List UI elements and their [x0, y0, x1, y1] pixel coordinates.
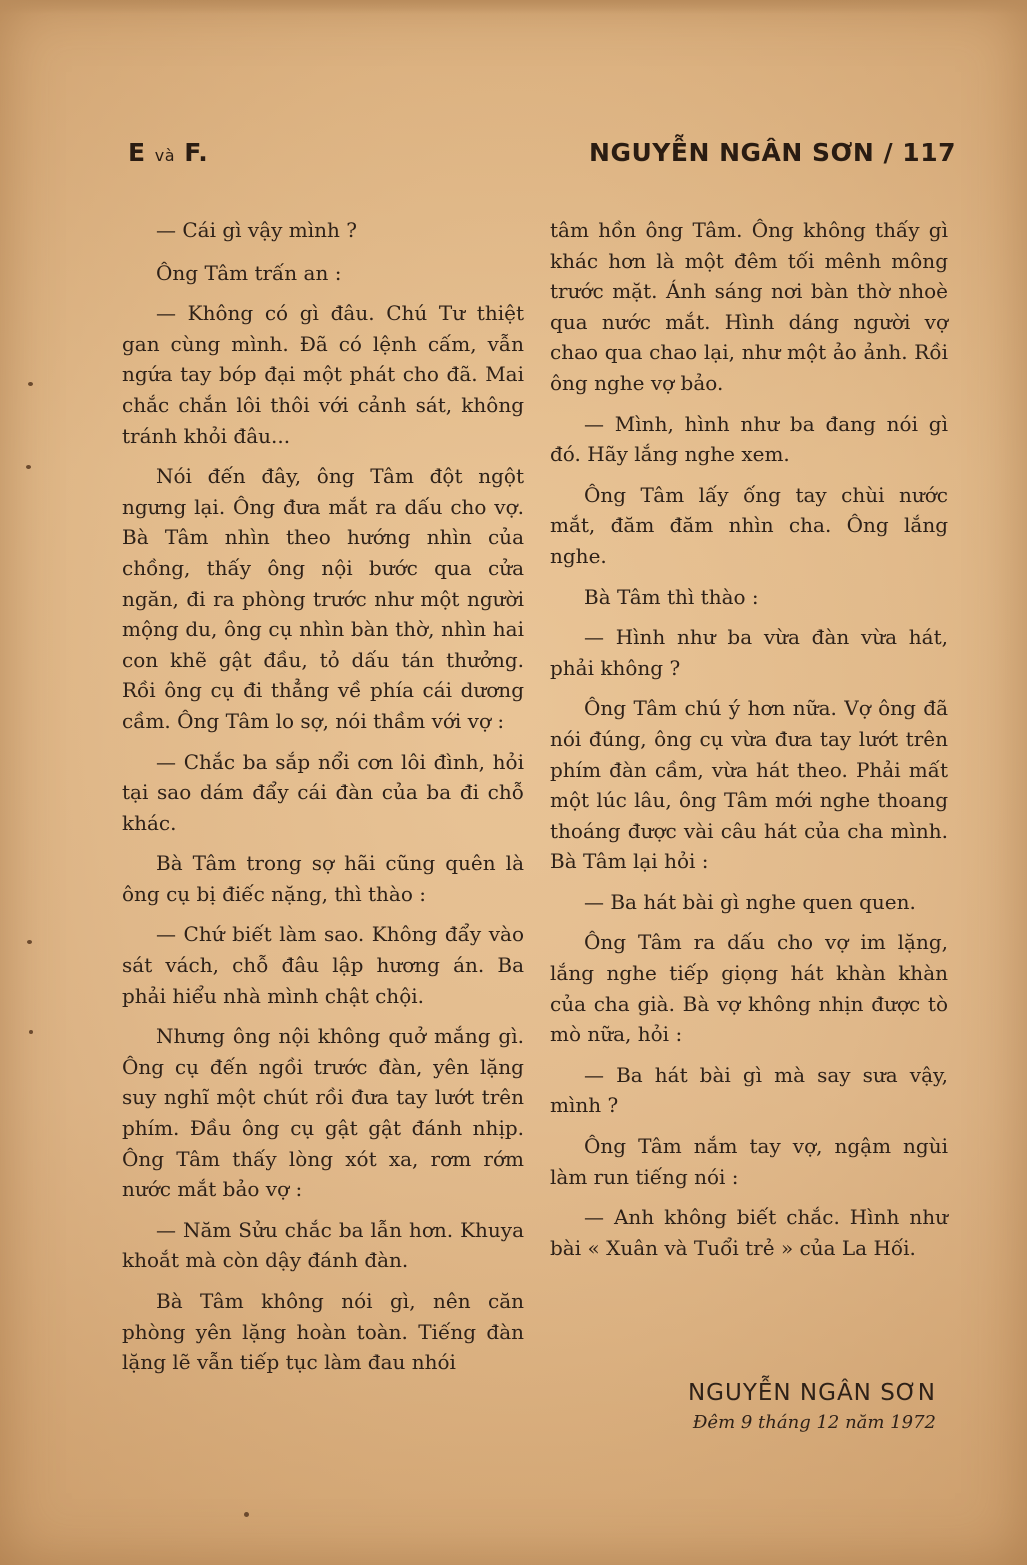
paper-speck: [27, 940, 32, 944]
paragraph: Bà Tâm thì thào :: [584, 584, 759, 609]
paragraph: Ông Tâm ra dấu cho vợ im lặng, lắng nghe tiếp giọng hát khàn khàn của cha già. Bà vợ không nhịn được tò mò nữa, hỏi :: [550, 930, 948, 1047]
paragraph: Ông Tâm trấn an :: [156, 260, 342, 285]
paragraph: Bà Tâm trong sợ hãi cũng quên là ông cụ bị điếc nặng, thì thào :: [122, 851, 524, 906]
author-signature: [550, 1380, 936, 1433]
paragraph: — Hình như ba vừa đàn vừa hát, phải không ?: [550, 625, 948, 680]
paragraph: — Năm Sửu chắc ba lẫn hơn. Khuya khoắt mà còn dậy đánh đàn.: [122, 1217, 524, 1273]
header-author-page-number: NGUYỄN NGÂN SƠN / 117: [589, 138, 956, 167]
paragraph: — Mình, hình như ba đang nói gì đó. Hãy lắng nghe xem.: [550, 411, 948, 467]
paper-speck: [244, 1512, 249, 1517]
paper-speck: [26, 465, 31, 469]
paragraph: — Không có gì đâu. Chú Tư thiệt gan cùng mình. Đã có lệnh cấm, vẫn ngứa tay bóp đại một phát cho đã. Mai chắc chắn lôi thôi với cảnh sát, không tránh khỏi đâu...: [122, 301, 524, 448]
paragraph: — Ba hát bài gì nghe quen quen.: [584, 889, 916, 914]
paper-speck: [29, 1030, 33, 1034]
paper-speck: [28, 382, 33, 386]
paragraph: — Chắc ba sắp nổi cơn lôi đình, hỏi tại sao dám đẩy cái đàn của ba đi chỗ khác.: [122, 749, 524, 835]
paragraph: — Ba hát bài gì mà say sưa vậy, mình ?: [550, 1062, 948, 1118]
paragraph: Bà Tâm không nói gì, nên căn phòng yên lặng hoàn toàn. Tiếng đàn lặng lẽ vẫn tiếp tục làm đau nhói: [122, 1289, 524, 1375]
paragraph: tâm hồn ông Tâm. Ông không thấy gì khác hơn là một đêm tối mênh mông trước mặt. Ánh sáng nơi bàn thờ nhoè qua nước mắt. Hình dáng người vợ chao qua chao lại, như một ảo ảnh. Rồi ông nghe vợ bảo.: [550, 218, 948, 395]
paragraph: Nhưng ông nội không quở mắng gì. Ông cụ đến ngồi trước đàn, yên lặng suy nghĩ một chút rồi đưa tay lướt trên phím. Đầu ông cụ gật gật đánh nhịp. Ông Tâm thấy lòng xót xa, rơm rớm nước mắt bảo vợ :: [122, 1024, 524, 1202]
signature-date: Đêm 9 tháng 12 năm 1972: [692, 1412, 936, 1433]
paragraph: Ông Tâm chú ý hơn nữa. Vợ ông đã nói đúng, ông cụ vừa đưa tay lướt trên phím đàn cầm, vừa hát theo. Phải mất một lúc lâu, ông Tâm mới nghe thoang thoáng được vài câu hát của cha mình. Bà Tâm lại hỏi :: [550, 696, 948, 874]
paragraph: — Anh không biết chắc. Hình như bài « Xuân và Tuổi trẻ » của La Hối.: [550, 1205, 948, 1260]
paragraph: Ông Tâm nắm tay vợ, ngậm ngùi làm run tiếng nói :: [550, 1134, 948, 1189]
paragraph: — Chứ biết làm sao. Không đẩy vào sát vách, chỗ đâu lập hương án. Ba phải hiểu nhà mình chật chội.: [122, 922, 524, 1008]
running-header: [128, 138, 956, 174]
paragraph: — Cái gì vậy mình ?: [156, 218, 357, 242]
header-section-label: [128, 138, 208, 167]
left-text-column: [122, 215, 524, 1388]
header-section-letter: E: [128, 138, 146, 167]
right-text-column: [550, 215, 948, 1273]
paragraph: Nói đến đây, ông Tâm đột ngột ngưng lại. Ông đưa mắt ra dấu cho vợ. Bà Tâm nhìn theo hướng nhìn của chồng, thấy ông nội bước qua cửa ngăn, đi ra phòng trước như một người mộng du, ông cụ nhìn bàn thờ, nhìn hai con khẽ gật đầu, tỏ dấu tán thưởng. Rồi ông cụ đi thẳng về phía cái dương cầm. Ông Tâm lo sợ, nói thầm với vợ :: [122, 464, 524, 733]
page-edge-shadow: [0, 0, 1027, 14]
paragraph: Ông Tâm lấy ống tay chùi nước mắt, đăm đăm nhìn cha. Ông lắng nghe.: [550, 482, 948, 568]
header-section-conjunction: và: [154, 146, 176, 165]
signature-author-name: NGUYỄN NGÂN SƠN: [687, 1380, 936, 1406]
header-section-letter-end: F.: [184, 138, 209, 167]
